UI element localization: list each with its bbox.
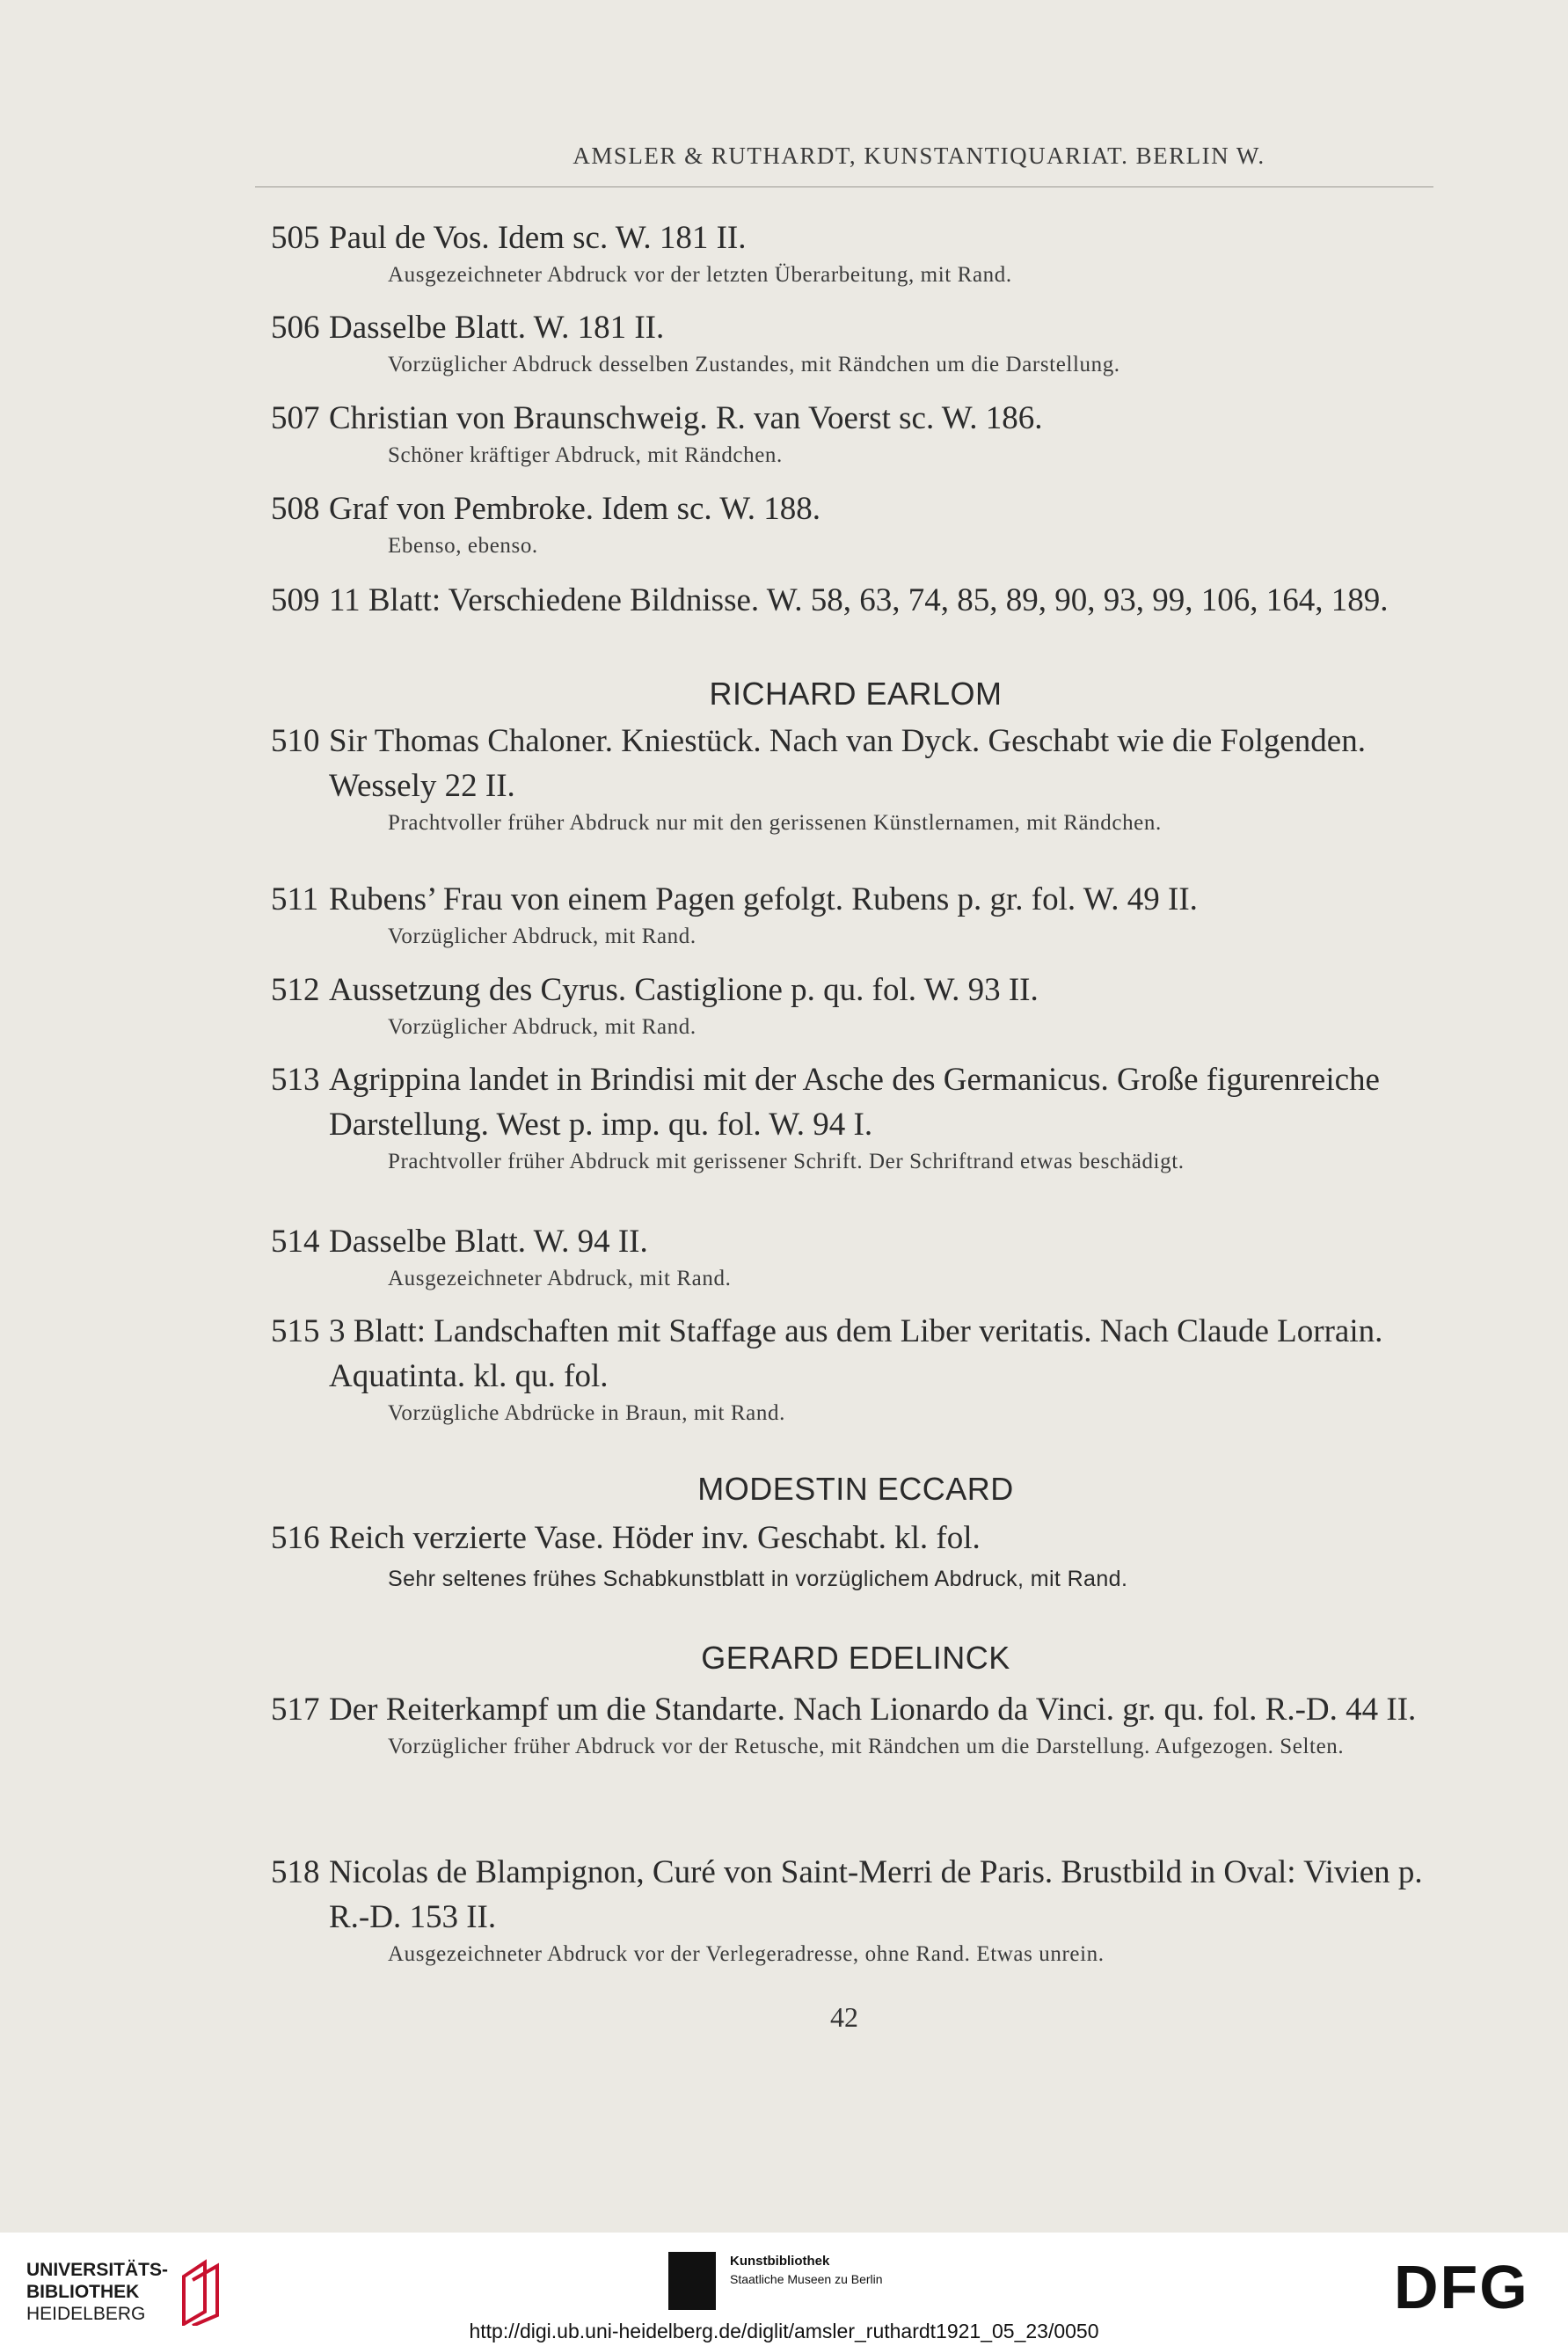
entry-title: 3 Blatt: Landschaften mit Staffage aus dem Liber veritatis. Nach Claude Lorrain. Aquatinta. kl. qu. fol. bbox=[329, 1313, 1383, 1394]
entry-note: Vorzüglicher Abdruck, mit Rand. bbox=[388, 925, 696, 948]
entry-number: 516 bbox=[271, 1520, 320, 1556]
entry-number: 512 bbox=[271, 972, 320, 1008]
entry-note: Ausgezeichneter Abdruck vor der letzten Überarbeitung, mit Rand. bbox=[388, 263, 1012, 287]
entry-title: Dasselbe Blatt. W. 181 II. bbox=[329, 310, 665, 346]
entry-number: 510 bbox=[271, 723, 320, 759]
entry-note: Schöner kräftiger Abdruck, mit Rändchen. bbox=[388, 443, 783, 467]
kb-line-1: Kunstbibliothek bbox=[730, 2254, 830, 2269]
ub-emblem-icon bbox=[179, 2259, 222, 2326]
entry-title: Sir Thomas Chaloner. Kniestück. Nach van Dyck. Geschabt wie die Folgenden. Wessely 22 II. bbox=[329, 723, 1366, 804]
entry-note: Prachtvoller früher Abdruck mit gerissener Schrift. Der Schriftrand etwas beschädigt. bbox=[388, 1150, 1185, 1173]
entry-title: Dasselbe Blatt. W. 94 II. bbox=[329, 1224, 648, 1260]
entry-title: Paul de Vos. Idem sc. W. 181 II. bbox=[329, 220, 747, 256]
entry-number: 507 bbox=[271, 400, 320, 436]
dfg-logo[interactable]: DFG bbox=[1394, 2253, 1529, 2321]
entry-note: Vorzüglicher Abdruck desselben Zustandes, mit Rändchen um die Darstellung. bbox=[388, 353, 1120, 376]
entry-title: Reich verzierte Vase. Höder inv. Geschabt. kl. fol. bbox=[329, 1520, 981, 1556]
entry-number: 511 bbox=[271, 881, 319, 917]
catalog-entry-511 bbox=[271, 877, 1440, 952]
catalog-entry-515 bbox=[271, 1309, 1440, 1429]
entry-title: Agrippina landet in Brindisi mit der Asche des Germanicus. Große figurenreiche Darstellung. West p. imp. qu. fol. W. 94 I. bbox=[329, 1062, 1380, 1143]
entry-title: Aussetzung des Cyrus. Castiglione p. qu. fol. W. 93 II. bbox=[329, 972, 1039, 1008]
section-heading-eccard: MODESTIN ECCARD bbox=[697, 1471, 1014, 1507]
catalog-entry-510 bbox=[271, 719, 1440, 838]
ub-line-1: UNIVERSITÄTS- bbox=[26, 2260, 169, 2280]
entry-title: Der Reiterkampf um die Standarte. Nach Lionardo da Vinci. gr. qu. fol. R.-D. 44 II. bbox=[329, 1692, 1417, 1728]
catalog-entry-518 bbox=[271, 1850, 1440, 1970]
catalog-entry-509 bbox=[271, 578, 1440, 623]
entry-note: Ebenso, ebenso. bbox=[388, 534, 538, 558]
entry-note: Ausgezeichneter Abdruck, mit Rand. bbox=[388, 1267, 732, 1290]
ub-line-3: HEIDELBERG bbox=[26, 2304, 146, 2324]
entry-note: Vorzüglicher Abdruck, mit Rand. bbox=[388, 1015, 696, 1039]
entry-number: 518 bbox=[271, 1854, 320, 1890]
catalog-entry-507 bbox=[271, 396, 1440, 471]
kunstbibliothek-logo[interactable] bbox=[668, 2252, 883, 2310]
permalink-url[interactable]: http://digi.ub.uni-heidelberg.de/diglit/amsler_ruthardt1921_05_23/0050 bbox=[469, 2320, 1099, 2342]
digitization-footer bbox=[0, 2233, 1568, 2346]
entry-note: Vorzüglicher früher Abdruck vor der Retusche, mit Rändchen um die Darstellung. Aufgezogen. Selten. bbox=[388, 1735, 1345, 1758]
entry-title: Nicolas de Blampignon, Curé von Saint-Merri de Paris. Brustbild in Oval: Vivien p. R.-D. 153 II. bbox=[329, 1854, 1423, 1935]
header-rule bbox=[255, 186, 1433, 187]
entry-number: 505 bbox=[271, 220, 320, 256]
entry-note: Prachtvoller früher Abdruck nur mit den gerissenen Künstlernamen, mit Rändchen. bbox=[388, 811, 1162, 835]
entry-number: 514 bbox=[271, 1224, 320, 1260]
ub-line-2: BIBLIOTHEK bbox=[26, 2282, 140, 2302]
entry-number: 517 bbox=[271, 1692, 320, 1728]
kunstbibliothek-emblem-icon bbox=[668, 2252, 716, 2310]
running-header: AMSLER & RUTHARDT, KUNSTANTIQUARIAT. BERLIN W. bbox=[573, 143, 1265, 169]
entry-title: 11 Blatt: Verschiedene Bildnisse. W. 58, 63, 74, 85, 89, 90, 93, 99, 106, 164, 189. bbox=[329, 582, 1389, 618]
entry-note: Ausgezeichneter Abdruck vor der Verlegeradresse, ohne Rand. Etwas unrein. bbox=[388, 1942, 1105, 1966]
kb-line-2: Staatliche Museen zu Berlin bbox=[730, 2272, 883, 2286]
catalog-entry-512 bbox=[271, 968, 1440, 1042]
catalog-entry-505 bbox=[271, 216, 1440, 290]
catalog-entry-514 bbox=[271, 1219, 1440, 1294]
section-heading-edelinck: GERARD EDELINCK bbox=[701, 1640, 1010, 1676]
entry-title: Graf von Pembroke. Idem sc. W. 188. bbox=[329, 491, 821, 527]
entry-note: Vorzügliche Abdrücke in Braun, mit Rand. bbox=[388, 1401, 785, 1425]
entry-note: Sehr seltenes frühes Schabkunstblatt in vorzüglichem Abdruck, mit Rand. bbox=[388, 1567, 1128, 1591]
page-number: 42 bbox=[830, 2001, 858, 2033]
catalog-entry-506 bbox=[271, 305, 1440, 380]
university-library-logo[interactable] bbox=[26, 2259, 222, 2326]
entry-number: 506 bbox=[271, 310, 320, 346]
catalog-entry-508 bbox=[271, 486, 1440, 561]
entry-title: Christian von Braunschweig. R. van Voerst sc. W. 186. bbox=[329, 400, 1043, 436]
entry-number: 509 bbox=[271, 582, 320, 618]
entry-number: 508 bbox=[271, 491, 320, 527]
section-heading-earlom: RICHARD EARLOM bbox=[709, 676, 1003, 712]
catalog-entry-517 bbox=[271, 1687, 1440, 1762]
entry-number: 515 bbox=[271, 1313, 320, 1349]
catalog-entry-516 bbox=[271, 1516, 1440, 1594]
entry-number: 513 bbox=[271, 1062, 320, 1098]
catalog-entry-513 bbox=[271, 1057, 1440, 1177]
entry-title: Rubens’ Frau von einem Pagen gefolgt. Rubens p. gr. fol. W. 49 II. bbox=[329, 881, 1198, 917]
